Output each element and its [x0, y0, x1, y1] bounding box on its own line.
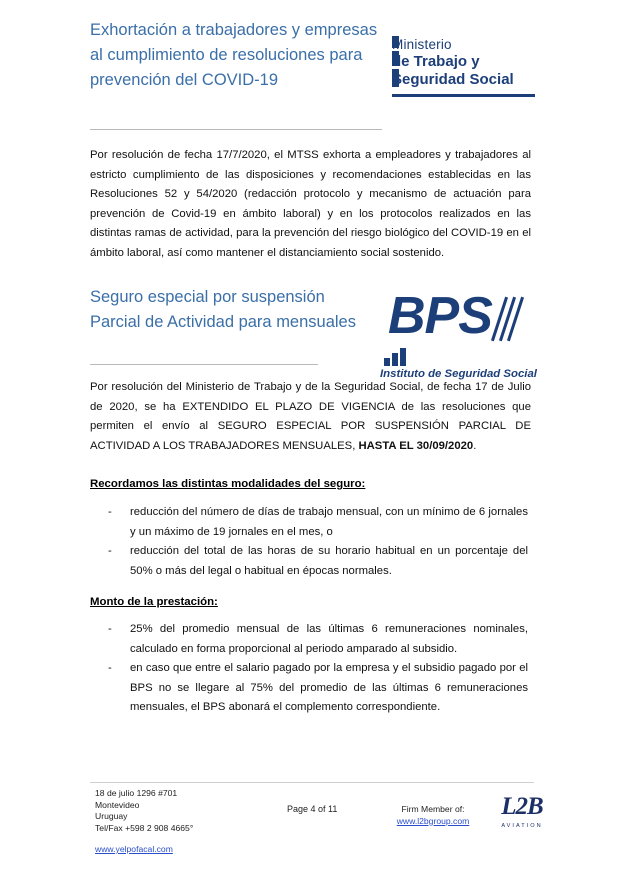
page-footer — [0, 788, 620, 868]
list-bullet-dash: - — [108, 662, 112, 674]
footer-member — [378, 804, 488, 827]
footer-address-line1: 18 de julio 1296 #701 — [95, 788, 178, 798]
footer-member-label: Firm Member of: — [401, 804, 465, 814]
list-bullet-dash: - — [108, 506, 112, 518]
list-item-text: en caso que entre el salario pagado por la empresa y el subsidio pagado por el BPS no se llegare al 75% del promedio de las últimas 6 remuneraciones mensuales, el BPS abonará el complemento correspondiente. — [130, 662, 528, 713]
section2-paragraph-part2: . — [473, 439, 477, 452]
footer-page-number: Page 4 of 11 — [287, 804, 338, 814]
section2-heading-wrap — [90, 285, 370, 335]
l2b-logo-mark: L2B — [501, 793, 543, 820]
section1-paragraph: Por resolución de fecha 17/7/2020, el MTSS exhorta a empleadores y trabajadores al estricto cumplimiento de las disposiciones y recomendaciones establecidas en las Resoluciones 52 y 54/2020 (redacción protocolo y mecanismo de actuación para prevención de Covid-19 en ámbito laboral) y en los protocolos realizados en las distintas ramas de actividad, para la prevención del riesgo biológico del COVID-19 en el ámbito laboral, así como mantener el distanciamiento social sostenido. — [90, 149, 531, 259]
list-item-text: reducción del número de días de trabajo mensual, con un mínimo de 6 jornales y un máximo de 19 jornales en el mes, o — [130, 506, 528, 538]
list-item — [103, 542, 528, 581]
section2-list-2 — [103, 620, 528, 718]
footer-member-link[interactable]: www.l2bgroup.com — [396, 815, 470, 826]
section2-paragraph — [90, 378, 531, 456]
list-item — [103, 620, 528, 659]
list-bullet-dash: - — [108, 623, 112, 635]
section1-divider — [90, 129, 382, 130]
list-item — [103, 659, 528, 718]
list-bullet-dash: - — [108, 545, 112, 557]
section2-subheading-1: Recordamos las distintas modalidades del seguro: — [90, 478, 366, 490]
footer-site-link[interactable]: www.yelpofacal.com — [95, 844, 173, 854]
footer-site-link-wrap — [95, 844, 173, 856]
footer-address-line2: Montevideo — [95, 799, 140, 810]
footer-divider — [90, 782, 534, 783]
ministry-logo-line2: de Trabajo y — [392, 53, 480, 70]
section1-heading-wrap — [90, 18, 380, 93]
bps-logo — [380, 288, 535, 388]
ministry-logo-underline — [392, 94, 535, 97]
footer-address-line4: Tel/Fax +598 2 908 4665° — [95, 822, 194, 833]
list-item — [103, 503, 528, 542]
list-item-text: reducción del total de las horas de su horario habitual en un porcentaje del 50% o más del legal o habitual en épocas normales. — [130, 545, 528, 577]
bps-logo-bars-icon — [384, 346, 424, 366]
section1-heading: Exhortación a trabajadores y empresas al cumplimiento de resoluciones para prevención del COVID-19 — [90, 21, 378, 89]
bps-logo-subtitle: Instituto de Seguridad Social — [380, 368, 537, 380]
section2-subheading-2: Monto de la prestación: — [90, 596, 218, 608]
section2-paragraph-bold: HASTA EL 30/09/2020 — [358, 439, 474, 452]
l2b-logo-subtitle: AVIATION — [501, 823, 543, 829]
section2-paragraph-part1: Por resolución del Ministerio de Trabajo y de la Seguridad Social, de fecha 17 de Julio de 2020, se ha EXTENDIDO EL PLAZO DE VIGENCIA de las resoluciones que permiten el envío al SEGURO ESPECIAL POR SUSPENSIÓN PARCIAL DE ACTIVIDAD A LOS TRABAJADORES MENSUALES, — [90, 381, 531, 452]
section2-divider — [90, 364, 318, 365]
list-item-text: 25% del promedio mensual de las últimas 6 remuneraciones nominales, calculado en forma proporcional al periodo amparado al subsidio. — [130, 623, 528, 655]
ministry-logo — [392, 36, 537, 89]
footer-address-line3: Uruguay — [95, 811, 128, 821]
bps-logo-mark: BPS — [388, 287, 492, 345]
bps-logo-slash-icon — [507, 297, 524, 342]
footer-address — [95, 788, 245, 834]
section2-list-1 — [103, 503, 528, 581]
ministry-logo-line3: Seguridad Social — [392, 71, 514, 88]
section2-heading: Seguro especial por suspensión Parcial de Actividad para mensuales — [90, 288, 356, 331]
ministry-logo-line1: Ministerio — [392, 37, 452, 52]
l2b-logo — [492, 794, 552, 833]
